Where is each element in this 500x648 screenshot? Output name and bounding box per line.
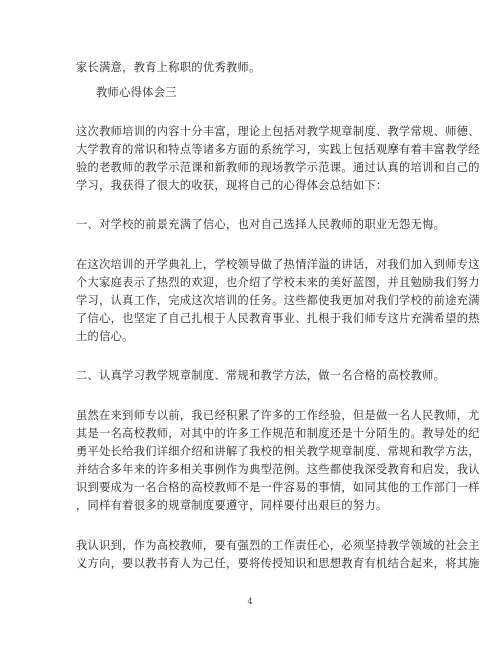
text-line: 义方向，要以教书育人为己任，要将传授知识和思想教育有机结合起来，将其施: [76, 557, 480, 570]
text-line: 了信心，也坚定了自己扎根于人民教育事业、扎根于我们师专这片充满希望的热: [76, 312, 480, 325]
text-line: 验的老教师的教学示范课和新教师的现场教学示范课。通过认真的培训和自己的: [76, 161, 480, 174]
text-line: 其是一名高校教师，对其中的许多工作规范和制度还是十分陌生的。教导处的纪: [76, 427, 480, 440]
text-line: 勇平处长给我们详细介绍和讲解了我校的相关教学规章制度、常规和教学方法，: [76, 445, 480, 458]
text-line: 虽然在来到师专以前，我已经积累了许多的工作经验，但是做一名人民教师，尤: [76, 409, 480, 422]
text-line: 这次教师培训的内容十分丰富，理论上包括对教学规章制度、教学常规、师德、: [76, 125, 480, 138]
text-line: 学习，认真工作，完成这次培训的任务。这些都使我更加对我们学校的前途充满: [76, 294, 480, 307]
text-line: 识到要成为一名合格的高校教师不是一件容易的事情，如同其他的工作部门一样: [76, 481, 480, 494]
text-line: 在这次培训的开学典礼上，学校领导做了热情洋溢的讲话，对我们加入到师专这: [76, 258, 480, 271]
subsection-heading: 一、对学校的前景充满了信心，也对自己选择人民教师的职业无怨无悔。: [76, 218, 446, 231]
text-line: 土的信心。: [76, 330, 134, 343]
text-line: 学习，我获得了很大的收获，现将自己的心得体会总结如下：: [76, 179, 388, 192]
text-line: ，同样有着很多的规章制度要遵守，同样要付出艰巨的努力。: [76, 499, 388, 512]
text-line: 个大家庭表示了热烈的欢迎，也介绍了学校未来的美好蓝图，并且勉励我们努力: [76, 276, 480, 289]
text-line: 并结合多年来的许多相关事例作为典型范例。这些都使我深受教育和启发，我认: [76, 463, 480, 476]
page-number: 4: [247, 597, 253, 606]
subsection-heading: 二、认真学习教学规章制度、常规和教学方法，做一名合格的高校教师。: [76, 369, 446, 382]
text-line: 家长满意，教育上称职的优秀教师。: [76, 61, 261, 74]
text-line: 大学教育的常识和特点等诸多方面的系统学习，实践上包括观摩有着丰富教学经: [76, 143, 480, 156]
section-heading: 教师心得体会三: [96, 86, 177, 99]
text-line: 我认识到，作为高校教师，要有强烈的工作责任心，必须坚持教学领域的社会主: [76, 539, 480, 552]
